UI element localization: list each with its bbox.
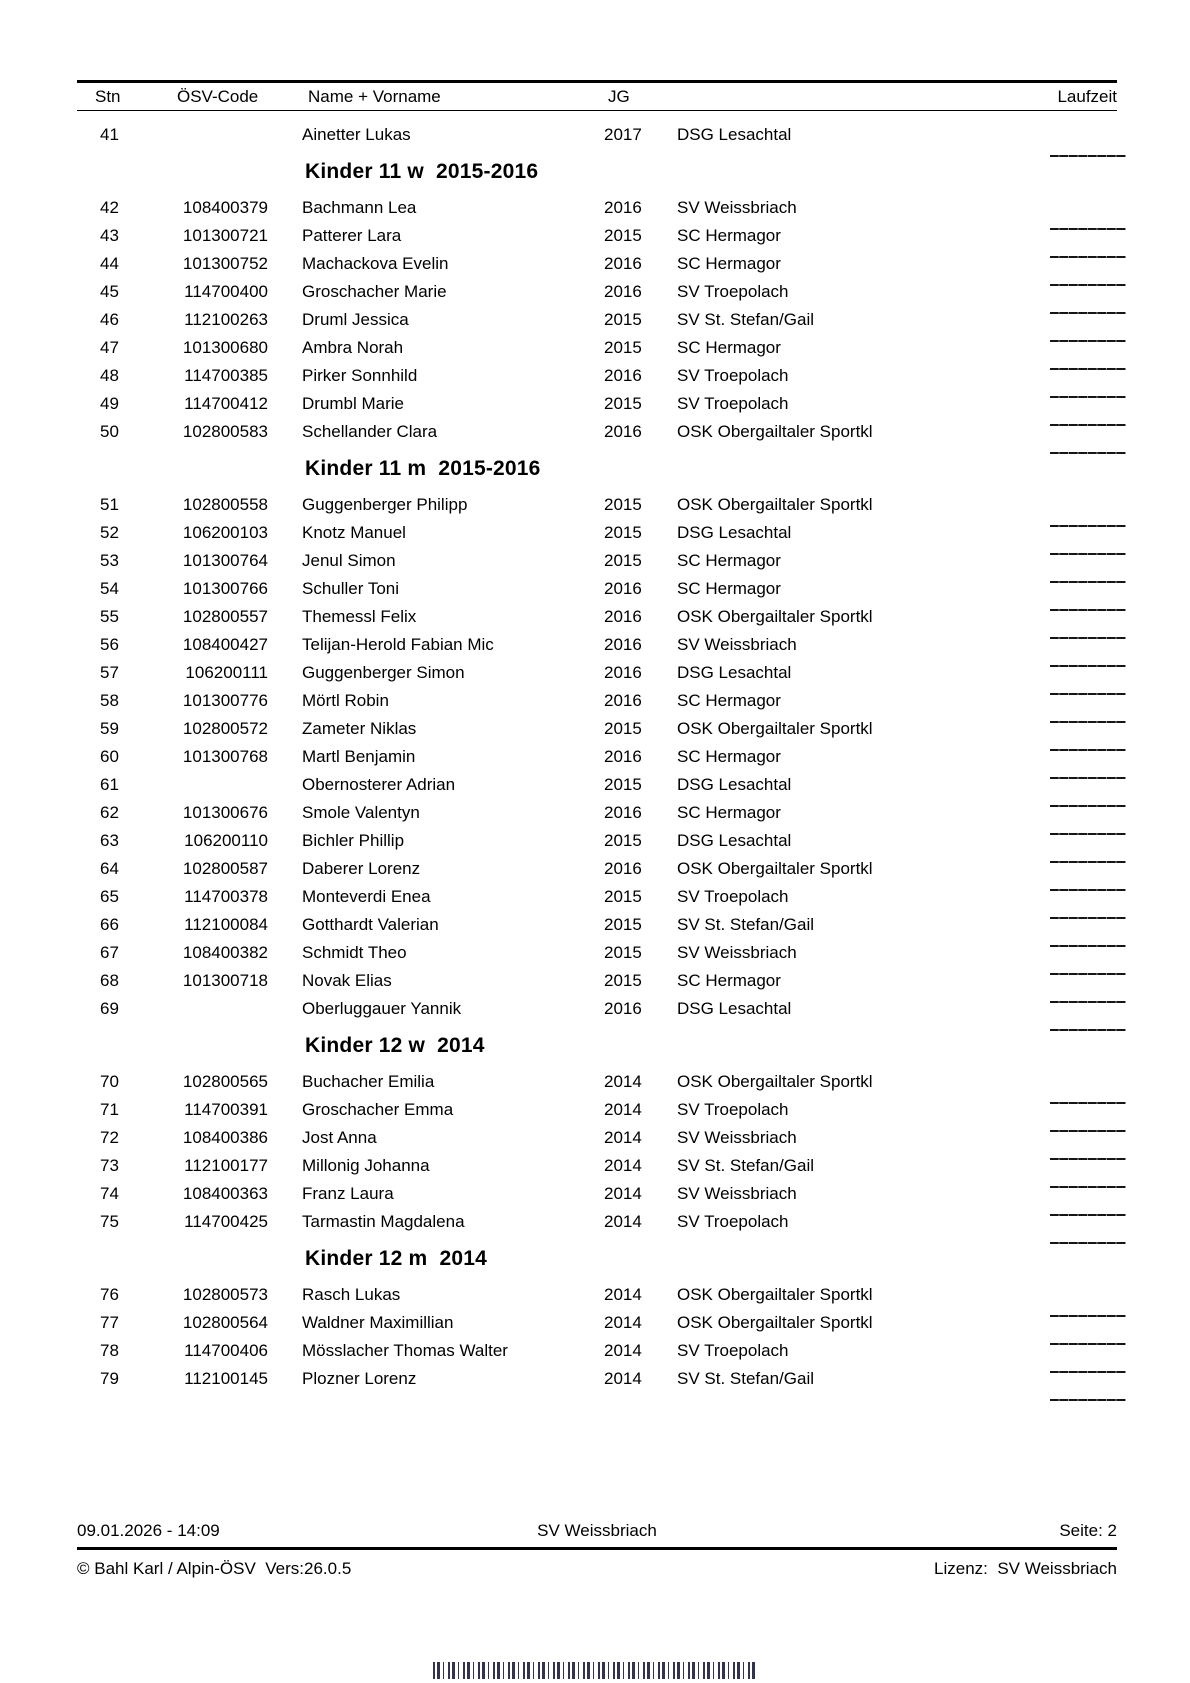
cell-jg: 2015 [604, 551, 642, 570]
cell-osv-code: 101300721 [182, 226, 268, 245]
category-header-row [77, 446, 1117, 491]
cell-osv-code: 102800558 [182, 495, 268, 514]
cell-jg: 2016 [604, 691, 642, 710]
cell-name: Rasch Lukas [302, 1285, 401, 1304]
cell-stn: 47 [100, 338, 119, 357]
cell-jg: 2015 [604, 915, 642, 934]
category-header-row [77, 149, 1117, 194]
cell-club: SC Hermagor [677, 254, 781, 273]
cell-stn: 71 [100, 1100, 119, 1119]
cell-stn: 41 [100, 125, 119, 144]
cell-stn: 75 [100, 1212, 119, 1231]
cell-name: Groschacher Emma [302, 1100, 454, 1119]
cell-jg: 2016 [604, 254, 642, 273]
cell-osv-code: 102800557 [182, 607, 268, 626]
cell-name: Smole Valentyn [302, 803, 420, 822]
cell-club: DSG Lesachtal [677, 663, 792, 682]
cell-stn: 64 [100, 859, 119, 878]
cell-jg: 2015 [604, 775, 642, 794]
header-bottom-rule [77, 110, 1117, 111]
cell-jg: 2016 [604, 747, 642, 766]
cell-jg: 2016 [604, 635, 642, 654]
footer-line-2 [77, 1556, 1117, 1582]
cell-stn: 46 [100, 310, 119, 329]
cell-club: SC Hermagor [677, 691, 781, 710]
cell-name: Ainetter Lukas [302, 125, 411, 144]
cell-name: Themessl Felix [302, 607, 417, 626]
cell-club: DSG Lesachtal [677, 523, 792, 542]
cell-name: Machackova Evelin [302, 254, 449, 273]
cell-name: Franz Laura [302, 1184, 394, 1203]
cell-stn: 79 [100, 1369, 119, 1388]
cell-club: SC Hermagor [677, 551, 781, 570]
cell-stn: 57 [100, 663, 119, 682]
cell-jg: 2015 [604, 310, 642, 329]
cell-club: SV St. Stefan/Gail [677, 1156, 815, 1175]
footer-datetime: 09.01.2026 - 14:09 [77, 1521, 220, 1540]
cell-osv-code: 101300768 [182, 747, 268, 766]
cell-club: OSK Obergailtaler Sportkl [677, 422, 873, 441]
cell-stn: 74 [100, 1184, 119, 1203]
table-row [77, 250, 1117, 278]
cell-club: SV St. Stefan/Gail [677, 915, 815, 934]
table-row [77, 1309, 1117, 1337]
table-row [77, 631, 1117, 659]
cell-osv-code: 101300764 [182, 551, 268, 570]
footer-copyright: © Bahl Karl / Alpin-ÖSV Vers:26.0.5 [77, 1559, 352, 1578]
cell-club: SC Hermagor [677, 971, 781, 990]
cell-club: DSG Lesachtal [677, 831, 792, 850]
cell-jg: 2016 [604, 422, 642, 441]
cell-club: OSK Obergailtaler Sportkl [677, 495, 873, 514]
table-row [77, 743, 1117, 771]
cell-stn: 55 [100, 607, 119, 626]
cell-name: Martl Benjamin [302, 747, 416, 766]
table-row [77, 390, 1117, 418]
table-row [77, 995, 1117, 1023]
cell-stn: 59 [100, 719, 119, 738]
cell-stn: 51 [100, 495, 119, 514]
cell-jg: 2016 [604, 663, 642, 682]
cell-osv-code: 101300718 [182, 971, 268, 990]
footer-line-1 [77, 1518, 1117, 1544]
cell-stn: 66 [100, 915, 119, 934]
cell-name: Oberluggauer Yannik [302, 999, 462, 1018]
table-row [77, 575, 1117, 603]
cell-osv-code: 108400379 [182, 198, 268, 217]
cell-stn: 54 [100, 579, 119, 598]
cell-name: Guggenberger Philipp [302, 495, 468, 514]
cell-club: SV Troepolach [677, 1212, 789, 1231]
laufzeit-blank-line [1050, 1399, 1126, 1401]
cell-name: Bichler Phillip [302, 831, 405, 850]
table-row [77, 1096, 1117, 1124]
cell-stn: 67 [100, 943, 119, 962]
cell-stn: 65 [100, 887, 119, 906]
table-row [77, 827, 1117, 855]
table-row [77, 687, 1117, 715]
footer-license: Lizenz: SV Weissbriach [934, 1559, 1117, 1578]
cell-name: Schmidt Theo [302, 943, 407, 962]
cell-osv-code: 108400382 [182, 943, 268, 962]
cell-name: Waldner Maximillian [302, 1313, 454, 1332]
cell-club: SC Hermagor [677, 579, 781, 598]
cell-jg: 2016 [604, 999, 642, 1018]
cell-stn: 73 [100, 1156, 119, 1175]
cell-club: DSG Lesachtal [677, 999, 792, 1018]
cell-club: SV Weissbriach [677, 943, 797, 962]
cell-osv-code: 114700378 [184, 887, 268, 906]
cell-name: Novak Elias [302, 971, 392, 990]
cell-osv-code: 114700400 [184, 282, 268, 301]
table-row [77, 222, 1117, 250]
category-title: Kinder 11 m 2015-2016 [305, 457, 541, 480]
cell-name: Groschacher Marie [302, 282, 447, 301]
table-row [77, 194, 1117, 222]
cell-club: SV Weissbriach [677, 198, 797, 217]
cell-jg: 2015 [604, 943, 642, 962]
table-row [77, 362, 1117, 390]
table-row [77, 1124, 1117, 1152]
cell-osv-code: 114700385 [184, 366, 268, 385]
cell-stn: 62 [100, 803, 119, 822]
cell-name: Jost Anna [302, 1128, 377, 1147]
cell-club: SC Hermagor [677, 747, 781, 766]
cell-name: Obernosterer Adrian [302, 775, 456, 794]
cell-stn: 49 [100, 394, 119, 413]
col-header-stn: Stn [95, 87, 121, 106]
cell-osv-code: 102800583 [182, 422, 268, 441]
cell-jg: 2015 [604, 394, 642, 413]
cell-stn: 72 [100, 1128, 119, 1147]
cell-stn: 43 [100, 226, 119, 245]
table-row [77, 1365, 1117, 1393]
cell-stn: 45 [100, 282, 119, 301]
cell-club: OSK Obergailtaler Sportkl [677, 719, 873, 738]
table-body [77, 121, 1117, 1393]
cell-club: OSK Obergailtaler Sportkl [677, 1313, 873, 1332]
cell-jg: 2014 [604, 1156, 642, 1175]
cell-club: OSK Obergailtaler Sportkl [677, 859, 873, 878]
cell-jg: 2015 [604, 495, 642, 514]
cell-osv-code: 114700391 [184, 1100, 268, 1119]
cell-stn: 50 [100, 422, 119, 441]
table-row [77, 121, 1117, 149]
cell-name: Jenul Simon [302, 551, 396, 570]
cell-osv-code: 106200110 [184, 831, 268, 850]
cell-club: OSK Obergailtaler Sportkl [677, 1072, 873, 1091]
table-row [77, 771, 1117, 799]
cell-jg: 2014 [604, 1100, 642, 1119]
cell-jg: 2015 [604, 971, 642, 990]
table-row [77, 519, 1117, 547]
cell-osv-code: 108400427 [182, 635, 268, 654]
cell-name: Gotthardt Valerian [302, 915, 439, 934]
table-row [77, 418, 1117, 446]
cell-stn: 52 [100, 523, 119, 542]
table-row [77, 1208, 1117, 1236]
cell-club: SV Troepolach [677, 366, 789, 385]
cell-jg: 2015 [604, 719, 642, 738]
cell-club: SV Troepolach [677, 394, 789, 413]
table-row [77, 911, 1117, 939]
table-row [77, 1068, 1117, 1096]
cell-jg: 2015 [604, 523, 642, 542]
cell-name: Schuller Toni [302, 579, 400, 598]
cell-osv-code: 102800587 [182, 859, 268, 878]
cell-jg: 2016 [604, 198, 642, 217]
cell-club: OSK Obergailtaler Sportkl [677, 607, 873, 626]
cell-osv-code: 114700412 [184, 394, 268, 413]
cell-osv-code: 112100145 [184, 1369, 268, 1388]
cell-name: Tarmastin Magdalena [302, 1212, 465, 1231]
cell-name: Buchacher Emilia [302, 1072, 435, 1091]
cell-osv-code: 101300776 [182, 691, 268, 710]
cell-osv-code: 112100177 [184, 1156, 268, 1175]
cell-jg: 2014 [604, 1285, 642, 1304]
cell-osv-code: 102800572 [182, 719, 268, 738]
cell-name: Patterer Lara [302, 226, 402, 245]
cell-club: DSG Lesachtal [677, 125, 792, 144]
cell-stn: 58 [100, 691, 119, 710]
table-row [77, 1180, 1117, 1208]
cell-osv-code: 112100084 [184, 915, 268, 934]
cell-stn: 44 [100, 254, 119, 273]
category-header-row [77, 1023, 1117, 1068]
table-row [77, 883, 1117, 911]
table-row [77, 306, 1117, 334]
cell-jg: 2016 [604, 282, 642, 301]
cell-name: Mösslacher Thomas Walter [302, 1341, 508, 1360]
cell-stn: 68 [100, 971, 119, 990]
cell-club: OSK Obergailtaler Sportkl [677, 1285, 873, 1304]
cell-club: DSG Lesachtal [677, 775, 792, 794]
category-title: Kinder 11 w 2015-2016 [305, 160, 539, 183]
table-row [77, 334, 1117, 362]
cell-name: Bachmann Lea [302, 198, 417, 217]
cell-osv-code: 102800564 [182, 1313, 268, 1332]
cell-stn: 48 [100, 366, 119, 385]
cell-stn: 78 [100, 1341, 119, 1360]
cell-name: Ambra Norah [302, 338, 404, 357]
cell-jg: 2014 [604, 1212, 642, 1231]
cell-club: SC Hermagor [677, 226, 781, 245]
table-row [77, 855, 1117, 883]
cell-jg: 2016 [604, 366, 642, 385]
cell-name: Monteverdi Enea [302, 887, 431, 906]
cell-name: Pirker Sonnhild [302, 366, 418, 385]
cell-stn: 61 [100, 775, 119, 794]
cell-club: SV St. Stefan/Gail [677, 1369, 815, 1388]
cell-name: Druml Jessica [302, 310, 409, 329]
cell-club: SC Hermagor [677, 803, 781, 822]
cell-stn: 76 [100, 1285, 119, 1304]
cell-club: SC Hermagor [677, 338, 781, 357]
cell-stn: 56 [100, 635, 119, 654]
cell-osv-code: 101300766 [182, 579, 268, 598]
cell-stn: 70 [100, 1072, 119, 1091]
table-row [77, 799, 1117, 827]
cell-jg: 2016 [604, 607, 642, 626]
cell-club: SV Weissbriach [677, 1128, 797, 1147]
cell-jg: 2014 [604, 1313, 642, 1332]
cell-jg: 2014 [604, 1128, 642, 1147]
cell-stn: 69 [100, 999, 119, 1018]
cell-name: Daberer Lorenz [302, 859, 421, 878]
footer-club-name: SV Weissbriach [537, 1521, 657, 1540]
cell-osv-code: 106200111 [185, 663, 268, 682]
cell-jg: 2015 [604, 831, 642, 850]
cell-stn: 53 [100, 551, 119, 570]
table-row [77, 659, 1117, 687]
cell-stn: 60 [100, 747, 119, 766]
cell-club: SV Troepolach [677, 1341, 789, 1360]
table-row [77, 1152, 1117, 1180]
cell-jg: 2015 [604, 226, 642, 245]
cell-jg: 2015 [604, 887, 642, 906]
footer-page-number: Seite: 2 [1059, 1521, 1117, 1540]
col-header-name-vorname: Name + Vorname [308, 87, 441, 106]
cell-name: Guggenberger Simon [302, 663, 465, 682]
cell-osv-code: 108400386 [182, 1128, 268, 1147]
cell-name: Knotz Manuel [302, 523, 406, 542]
cell-name: Plozner Lorenz [302, 1369, 417, 1388]
start-list-page [77, 0, 1117, 1683]
table-row [77, 278, 1117, 306]
cell-osv-code: 102800573 [182, 1285, 268, 1304]
cell-stn: 63 [100, 831, 119, 850]
cell-jg: 2017 [604, 125, 642, 144]
cell-club: SV Weissbriach [677, 1184, 797, 1203]
cell-jg: 2016 [604, 803, 642, 822]
cell-osv-code: 114700425 [184, 1212, 268, 1231]
table-row [77, 967, 1117, 995]
category-title: Kinder 12 m 2014 [305, 1247, 487, 1270]
table-row [77, 491, 1117, 519]
cell-club: SV Troepolach [677, 887, 789, 906]
table-row [77, 1281, 1117, 1309]
cell-jg: 2016 [604, 579, 642, 598]
cell-name: Telijan-Herold Fabian Mic [302, 635, 494, 654]
cell-osv-code: 101300752 [182, 254, 268, 273]
cell-jg: 2014 [604, 1341, 642, 1360]
cell-osv-code: 108400363 [182, 1184, 268, 1203]
cell-name: Zameter Niklas [302, 719, 417, 738]
col-header-laufzeit: Laufzeit [1057, 87, 1117, 106]
cell-club: SV Weissbriach [677, 635, 797, 654]
cell-osv-code: 101300676 [182, 803, 268, 822]
barcode-icon [433, 1662, 757, 1679]
table-row [77, 1337, 1117, 1365]
cell-osv-code: 114700406 [184, 1341, 268, 1360]
cell-name: Schellander Clara [302, 422, 438, 441]
cell-name: Millonig Johanna [302, 1156, 430, 1175]
table-row [77, 547, 1117, 575]
table-row [77, 603, 1117, 631]
cell-osv-code: 106200103 [182, 523, 268, 542]
cell-club: SV Troepolach [677, 1100, 789, 1119]
category-title: Kinder 12 w 2014 [305, 1034, 485, 1057]
col-header-jg: JG [608, 87, 630, 106]
cell-osv-code: 102800565 [182, 1072, 268, 1091]
cell-stn: 42 [100, 198, 119, 217]
header-top-rule [77, 80, 1117, 83]
table-header-row [77, 84, 1117, 110]
cell-jg: 2014 [604, 1184, 642, 1203]
table-row [77, 939, 1117, 967]
footer-rule [77, 1547, 1117, 1550]
cell-club: SV Troepolach [677, 282, 789, 301]
cell-name: Drumbl Marie [302, 394, 405, 413]
cell-jg: 2016 [604, 859, 642, 878]
cell-jg: 2015 [604, 338, 642, 357]
cell-jg: 2014 [604, 1369, 642, 1388]
table-row [77, 715, 1117, 743]
cell-club: SV St. Stefan/Gail [677, 310, 815, 329]
cell-name: Mörtl Robin [302, 691, 389, 710]
cell-osv-code: 101300680 [182, 338, 268, 357]
category-header-row [77, 1236, 1117, 1281]
cell-osv-code: 112100263 [184, 310, 268, 329]
cell-stn: 77 [100, 1313, 119, 1332]
col-header-osv-code: ÖSV-Code [177, 87, 259, 106]
cell-jg: 2014 [604, 1072, 642, 1091]
